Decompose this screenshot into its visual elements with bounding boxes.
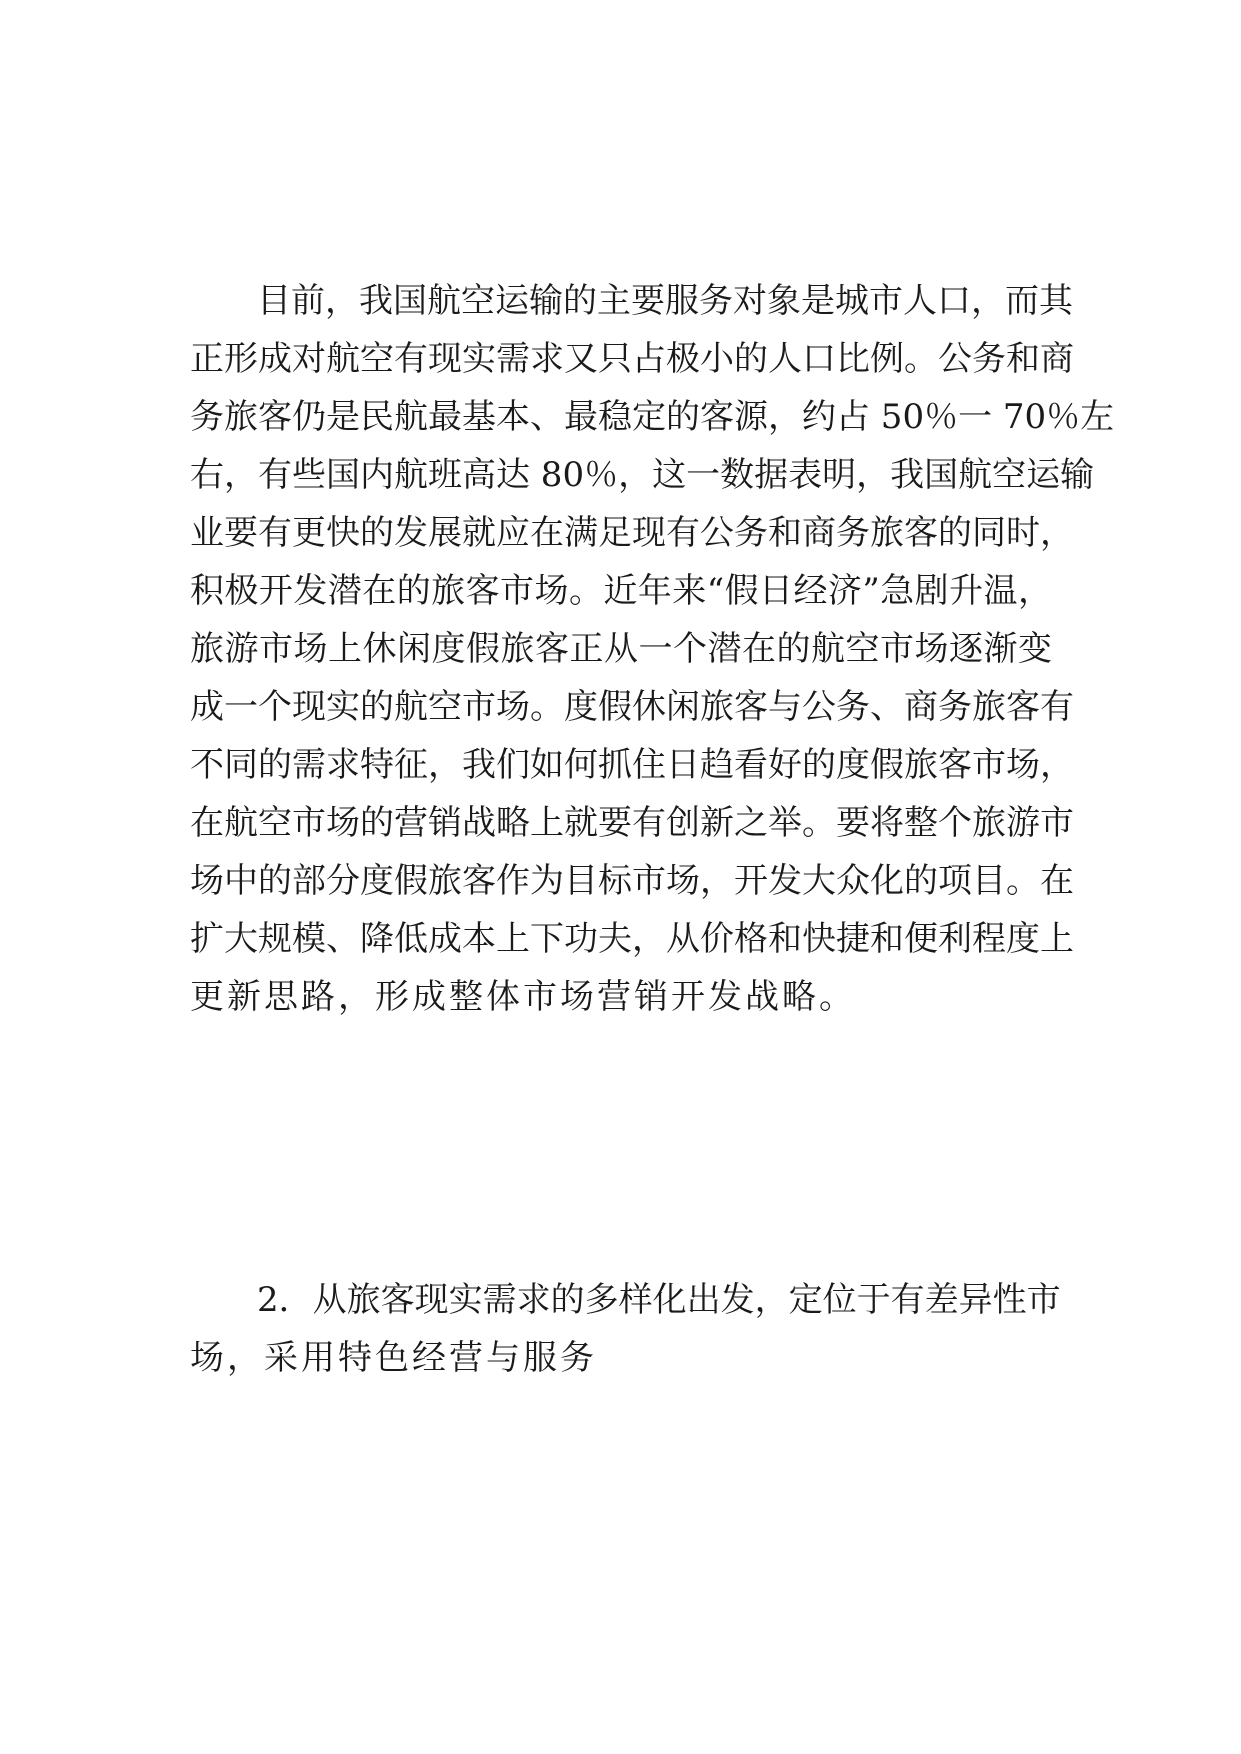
heading-line: 场，采用特色经营与服务 (190, 1338, 597, 1378)
paragraph-line: 右，有些国内航班高达 80％，这一数据表明，我国航空运输 (190, 455, 1095, 495)
paragraph-line: 在航空市场的营销战略上就要有创新之举。要将整个旅游市 (190, 803, 1074, 843)
paragraph-line: 更新思路，形成整体市场营销开发战略。 (190, 977, 856, 1017)
paragraph-line: 务旅客仍是民航最基本、最稳定的客源，约占 50％一 70％左 (190, 397, 1115, 437)
paragraph-line: 成一个现实的航空市场。度假休闲旅客与公务、商务旅客有 (190, 687, 1074, 727)
paragraph-line: 目前，我国航空运输的主要服务对象是城市人口，而其 (257, 281, 1073, 321)
heading-line: 2．从旅客现实需求的多样化出发，定位于有差异性市 (257, 1280, 1061, 1320)
paragraph-line: 业要有更快的发展就应在满足现有公务和商务旅客的同时， (190, 513, 1074, 553)
paragraph-line: 扩大规模、降低成本上下功夫，从价格和快捷和便利程度上 (190, 919, 1074, 959)
paragraph-line: 场中的部分度假旅客作为目标市场，开发大众化的项目。在 (190, 861, 1074, 901)
paragraph-line: 正形成对航空有现实需求又只占极小的人口比例。公务和商 (190, 339, 1074, 379)
paragraph-line: 旅游市场上休闲度假旅客正从一个潜在的航空市场逐渐变 (190, 629, 1052, 669)
paragraph-line: 不同的需求特征，我们如何抓住日趋看好的度假旅客市场， (190, 745, 1074, 785)
paragraph-line: 积极开发潜在的旅客市场。近年来“假日经济”急剧升温， (190, 571, 1052, 611)
